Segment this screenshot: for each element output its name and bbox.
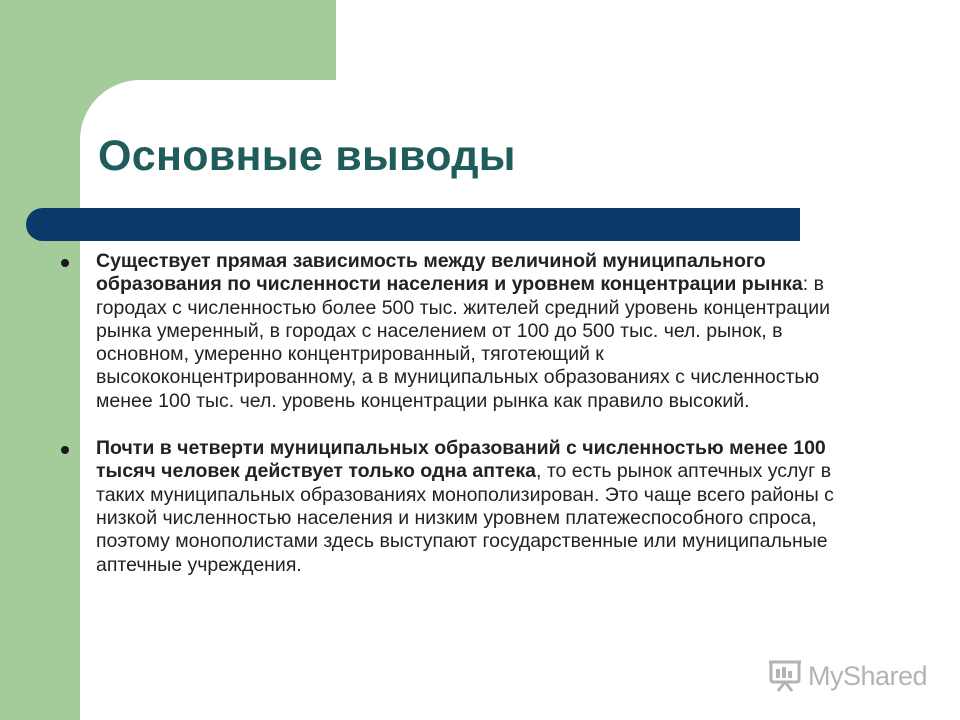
bullet-dot-icon (61, 446, 69, 454)
bullet-list (60, 250, 860, 577)
watermark-text: MyShared (808, 660, 928, 691)
presentation-board-icon (768, 659, 804, 693)
slide-title: Основные выводы (98, 132, 516, 180)
bullet-item-2 (60, 437, 860, 577)
bullet-item-1 (60, 250, 860, 413)
myshared-watermark[interactable] (768, 658, 928, 694)
bullet-1-bold-text: Существует прямая зависимость между величиной муниципального образования по численности населения и уровнем концентрации рынка (96, 250, 803, 296)
bullet-2-bold-text: Почти в четверти муниципальных образований с численностью менее 100 тысяч человек действует только одна аптека (96, 437, 826, 483)
bullet-dot-icon (61, 259, 69, 267)
title-divider-bar (26, 208, 800, 241)
bullet-1-text: : в городах с численностью более 500 тыс. жителей средний уровень концентрации рынка умеренный, в городах с населением от 100 до 500 тыс. чел. рынок, в основном, умеренно концентрированный, тяготеющий к высококонцентрированному, а в муниципальных образованиях с численностью менее 100 тыс. чел. уровень концентрации рынка как правило высокий. (96, 273, 830, 412)
bullet-2-text: , то есть рынок аптечных услуг в таких муниципальных образованиях монополизирован. Это чаще всего районы с низкой численностью населения и низким уровнем платежеспособного спроса, поэтому монополистами здесь выступают государственные или муниципальные аптечные учреждения. (96, 460, 834, 576)
